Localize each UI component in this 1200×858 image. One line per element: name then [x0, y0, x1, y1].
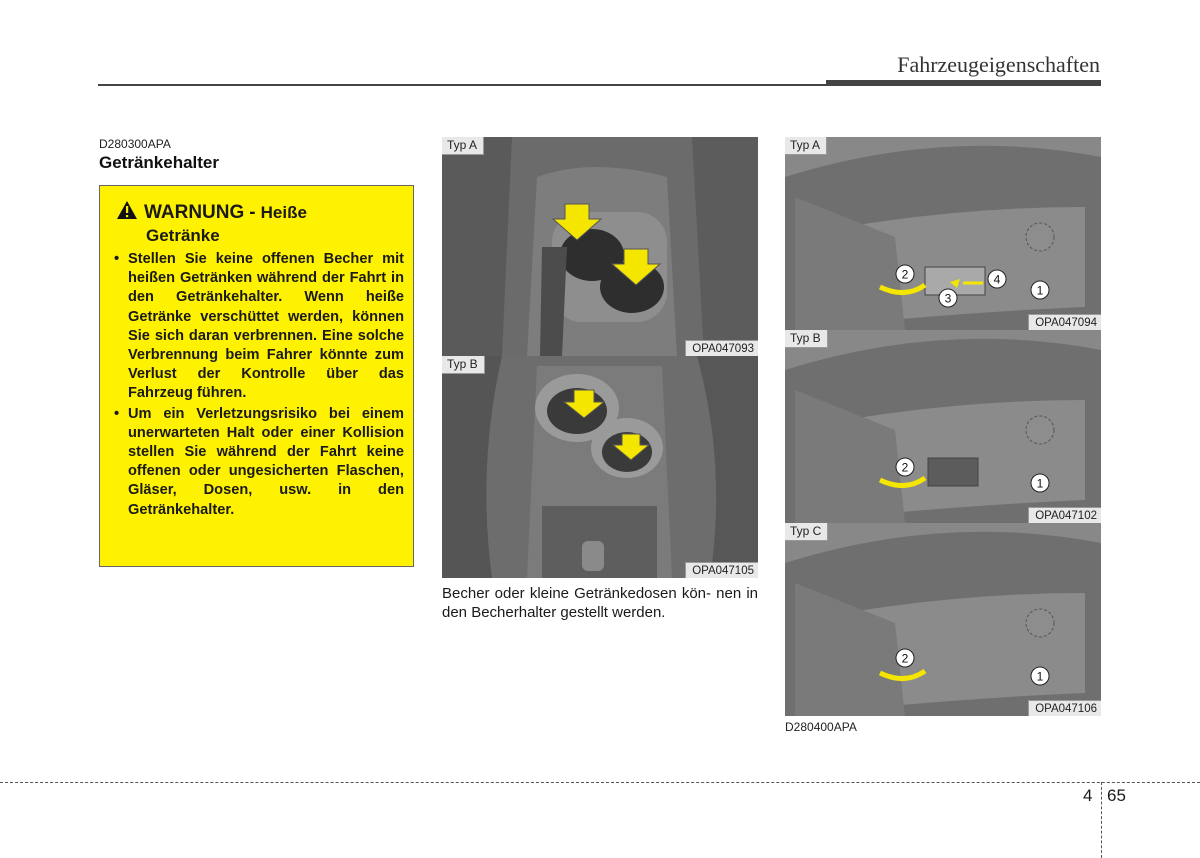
figure-tag: Typ C [785, 523, 828, 541]
warning-bullet-1: • Stellen Sie keine offenen Becher mit heißen Getränken während der Fahrt in den Getränkehalter. Wenn heiße Getränke verschüttet werden, können Sie sich daran verbrennen. Eine solche Verbrennung beim Fahrer könnte zum Verlust der Kontrolle über das Fahrzeug führen. [112, 250, 404, 404]
figure-ref: OPA047093 [685, 340, 758, 356]
page-number: 65 [1107, 786, 1126, 805]
figure-visor-type-a [785, 137, 1101, 330]
callout-1: 1 [1036, 669, 1044, 684]
figure-ref: OPA047106 [1028, 700, 1101, 716]
callout-2: 2 [901, 267, 909, 282]
warning-triangle-icon [116, 200, 138, 220]
running-header-title: Fahrzeugeigenschaften [897, 52, 1100, 77]
section-code: D280300APA [99, 137, 171, 151]
warning-separator: - [249, 202, 256, 223]
cupholder-type-b-illustration [442, 356, 758, 578]
callout-1: 1 [1036, 283, 1044, 298]
footer-rule [0, 782, 1200, 783]
warning-bullet-2: • Um ein Verletzungsrisiko bei einem unerwarteten Halt oder einer Kollision stellen Sie während der Fahrt keine offenen oder ungesicherten Flaschen, Gläser, Dosen, usw. in den Getränkehalter. [112, 405, 404, 520]
callout-4: 4 [993, 272, 1001, 287]
next-section-code: D280400APA [785, 720, 857, 734]
visor-type-c-illustration [785, 523, 1101, 716]
figure-ref: OPA047105 [685, 562, 758, 578]
visor-type-a-illustration [785, 137, 1101, 330]
figure-tag: Typ B [442, 356, 485, 374]
figure-tag: Typ A [442, 137, 484, 155]
header-rule-accent [826, 80, 1101, 86]
warning-title-part1: Heiße [260, 203, 307, 222]
figure-cupholder-type-a [442, 137, 758, 356]
figure-cupholder-type-b [442, 356, 758, 578]
figure-tag: Typ B [785, 330, 828, 348]
warning-list [112, 250, 404, 521]
figure-ref: OPA047094 [1028, 314, 1101, 330]
warning-title [116, 200, 406, 247]
cupholder-caption: Becher oder kleine Getränkedosen kön- nen in den Becherhalter gestellt werden. [442, 585, 758, 621]
callout-2: 2 [901, 651, 909, 666]
figure-ref: OPA047102 [1028, 507, 1101, 523]
callout-1: 1 [1036, 476, 1044, 491]
figure-visor-type-c [785, 523, 1101, 716]
figure-tag: Typ A [785, 137, 827, 155]
page-number-divider [1101, 782, 1102, 858]
section-heading: Getränkehalter [99, 153, 219, 172]
warning-title-part2: Getränke [146, 226, 220, 245]
callout-3: 3 [944, 291, 952, 306]
figure-visor-type-b [785, 330, 1101, 523]
chapter-number: 4 [1083, 786, 1093, 805]
warning-label: WARNUNG [144, 202, 245, 223]
callout-2: 2 [901, 460, 909, 475]
warning-box [99, 185, 414, 567]
visor-type-b-illustration [785, 330, 1101, 523]
cupholder-type-a-illustration [442, 137, 758, 356]
